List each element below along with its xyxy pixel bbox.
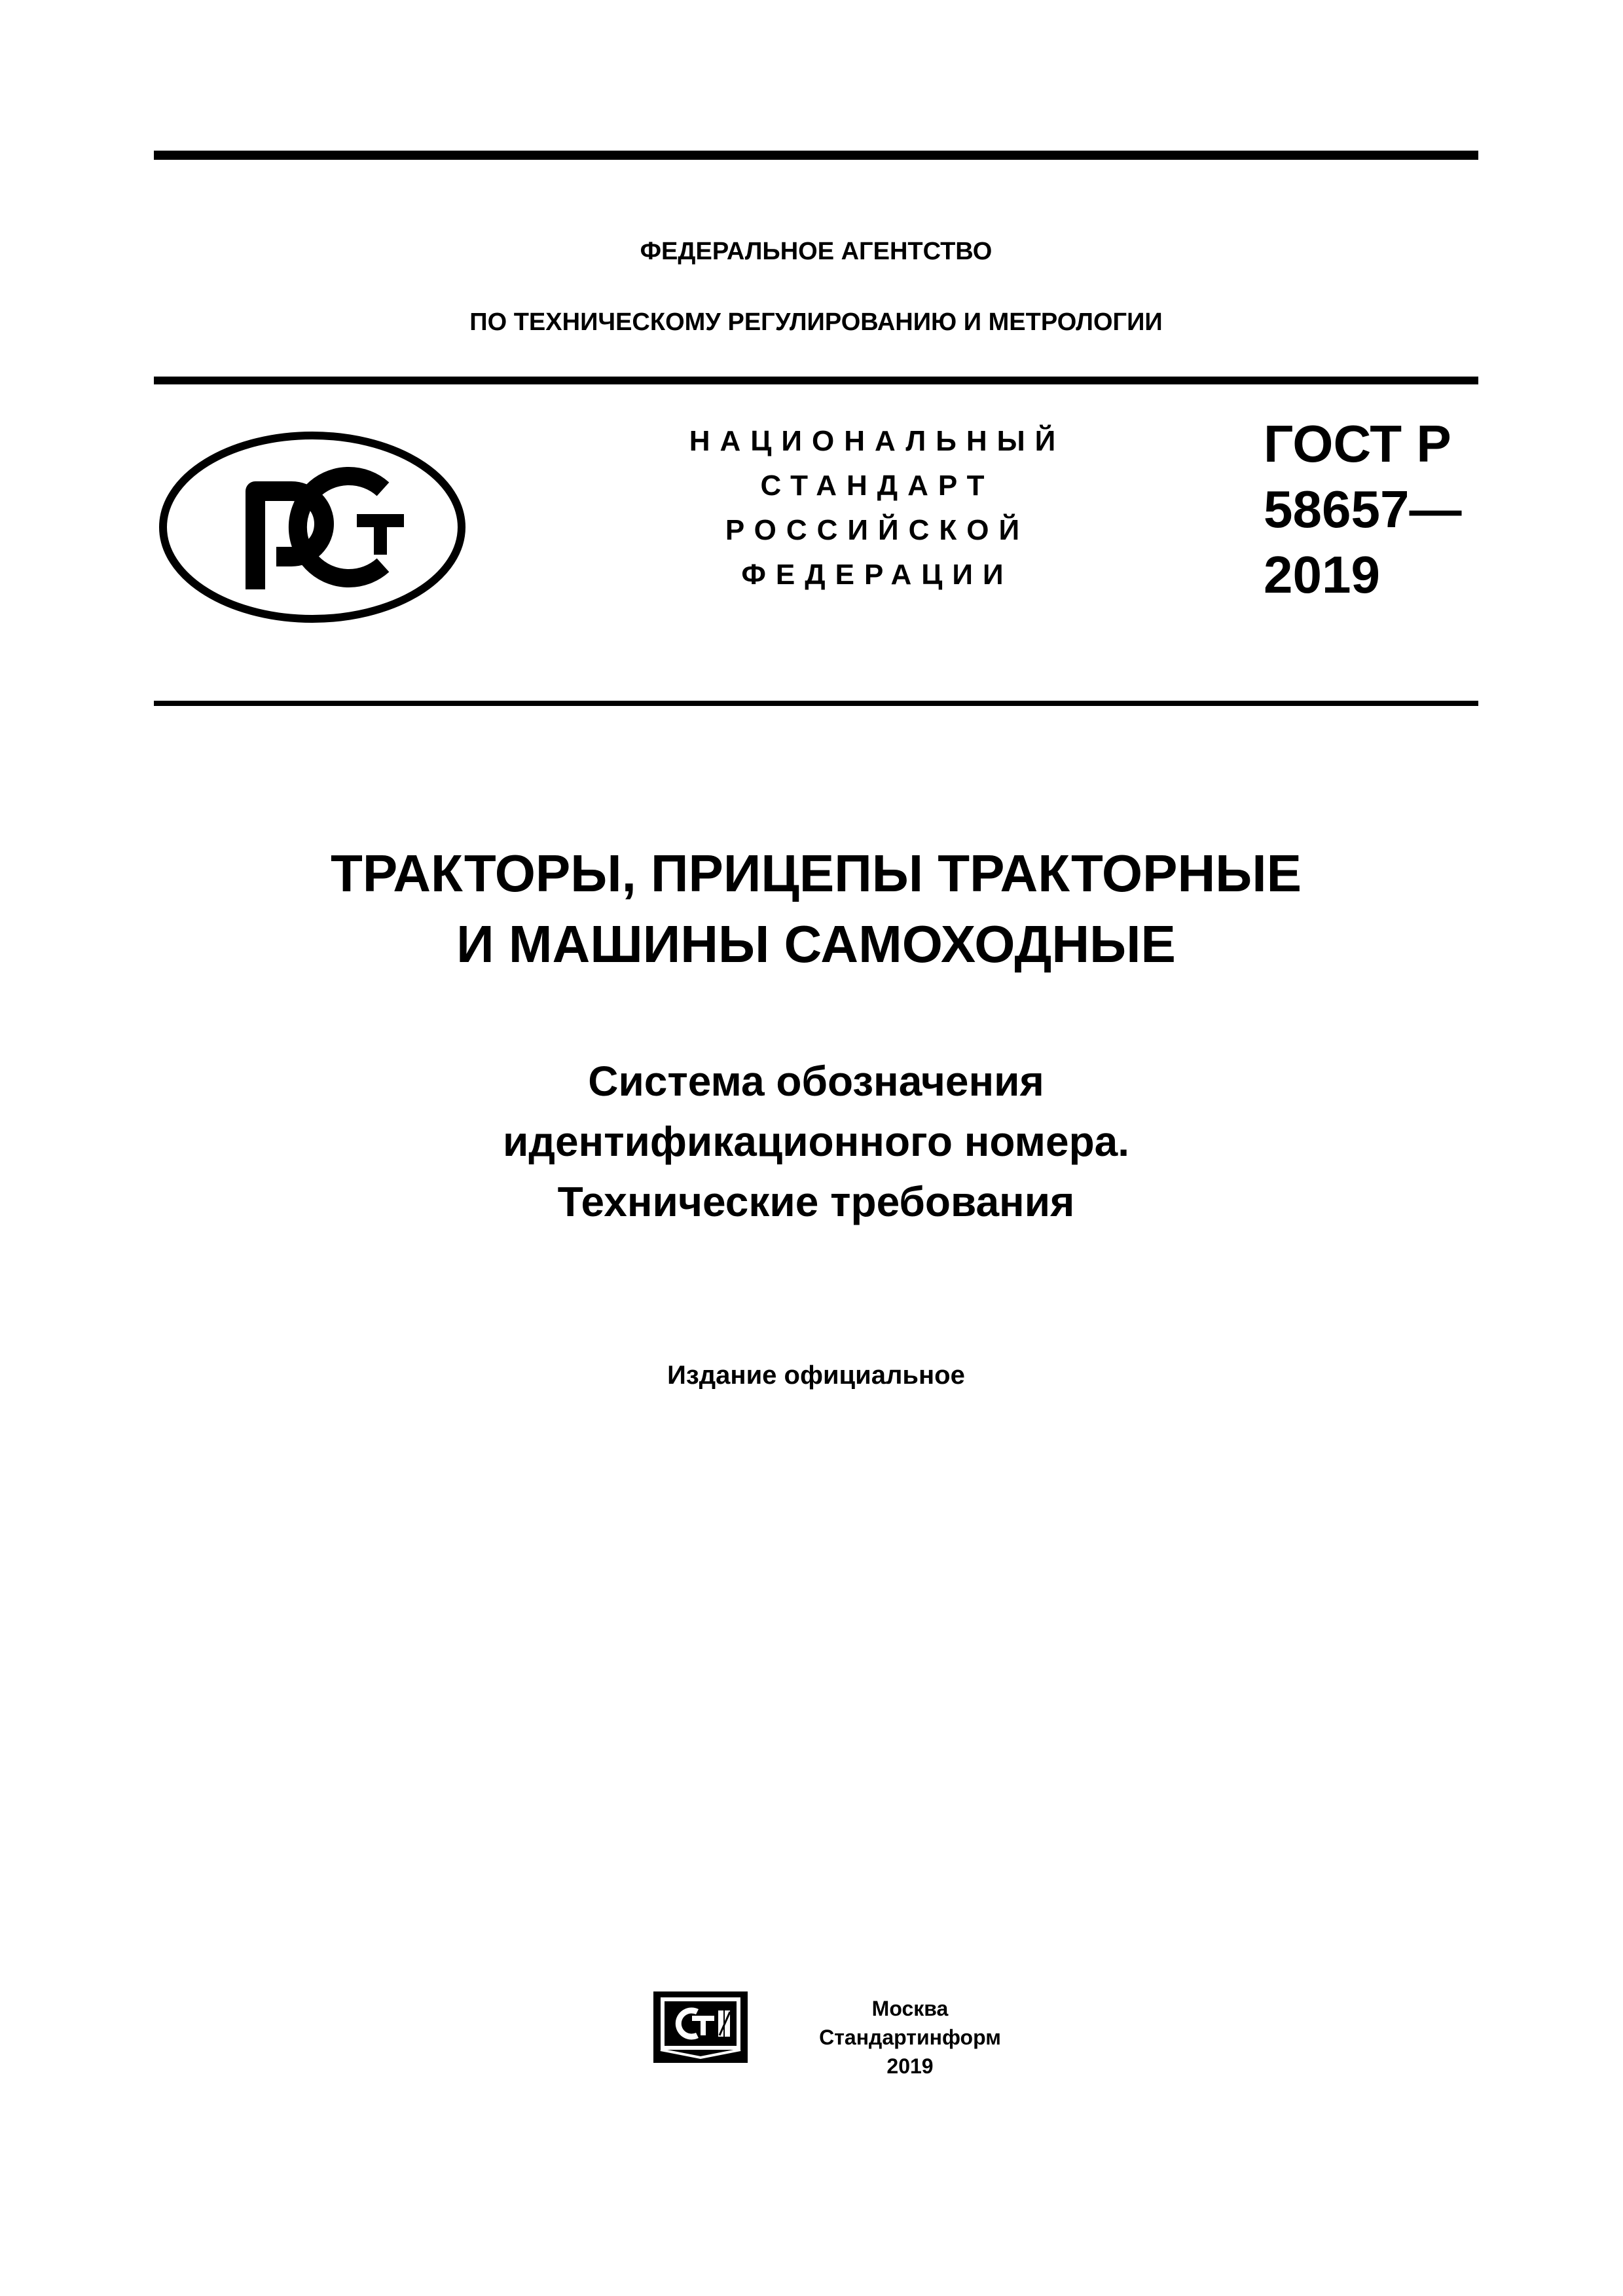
national-line-3: РОССИЙСКОЙ [725,514,1030,546]
publisher-name: Стандартинформ [819,2026,1001,2049]
title-line-1: ТРАКТОРЫ, ПРИЦЕПЫ ТРАКТОРНЫЕ [331,844,1302,902]
edition-label: Издание официальное [667,1361,965,1390]
publisher-city: Москва [871,1997,949,2020]
agency-bottom-rule [154,377,1478,384]
top-rule [154,151,1478,160]
gost-number [1264,411,1461,608]
subtitle-line-2: идентификационного номера. [502,1118,1130,1165]
subtitle-line-3: Технические требования [557,1178,1075,1225]
publisher-year: 2019 [886,2054,934,2078]
standartinform-logo-icon [651,1990,750,2068]
document-subtitle [154,1051,1478,1232]
agency-header [154,216,1478,358]
gost-line-2: 58657— [1264,480,1462,538]
gost-line-1: ГОСТ Р [1264,415,1451,473]
document-title [154,838,1478,980]
national-line-1: НАЦИОНАЛЬНЫЙ [689,425,1066,457]
standard-block-bottom-rule [154,701,1478,706]
national-line-2: СТАНДАРТ [760,470,994,502]
agency-line-1: ФЕДЕРАЛЬНОЕ АГЕНТСТВО [640,238,993,265]
subtitle-line-1: Система обозначения [588,1058,1044,1105]
national-line-4: ФЕДЕРАЦИИ [741,559,1013,591]
rst-certification-logo-icon [157,429,468,629]
gost-line-3: 2019 [1264,546,1380,604]
publisher-block [740,1994,1080,2081]
agency-line-2: ПО ТЕХНИЧЕСКОМУ РЕГУЛИРОВАНИЮ И МЕТРОЛОГИИ [469,308,1163,336]
title-line-2: И МАШИНЫ САМОХОДНЫЕ [456,915,1176,973]
national-standard-label [589,419,1165,597]
